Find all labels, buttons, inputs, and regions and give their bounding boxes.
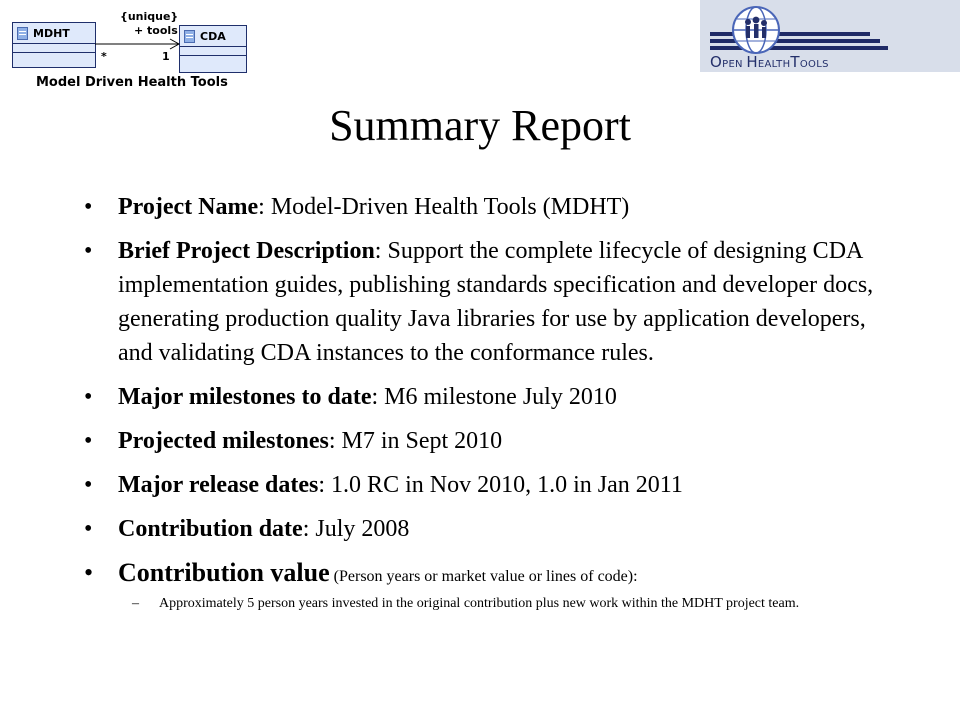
bullet-project-description: • Brief Project Description: Support the complete lifecycle of designing CDA implementation guides, publishing standards specification and developer docs, generating production quality Java libraries for use by application developers, and validating CDA instances to the conformance rules. (84, 238, 874, 366)
bullet-contribution-date: • Contribution date: July 2008 (84, 516, 410, 542)
uml-logo (0, 0, 260, 95)
bullet-project-name: • Project Name: Model-Driven Health Tools (MDHT) (84, 194, 630, 220)
bullet-list (84, 190, 884, 618)
constraint-label: {unique} (120, 10, 179, 23)
uml-caption: Model Driven Health Tools (36, 75, 228, 90)
multiplicity-right: 1 (162, 50, 170, 63)
bullet-projected-milestones: • Projected milestones: M7 in Sept 2010 (84, 428, 503, 454)
mdht-class-name: MDHT (33, 26, 70, 40)
slide-title: Summary Report (329, 101, 631, 150)
open-health-tools-logo (700, 0, 960, 72)
oht-wordmark: OPEN HEALTHTOOLS (710, 53, 829, 71)
role-label: + tools (134, 24, 178, 37)
bullet-contribution-value: • Contribution value (Person years or market value or lines of code): – Approximately 5 person years invested in the original contribution plus new work within the MDHT project team. (84, 556, 884, 614)
bullet-release-dates: • Major release dates: 1.0 RC in Nov 2010, 1.0 in Jan 2011 (84, 472, 683, 498)
sub-bullet-list (118, 594, 884, 614)
multiplicity-left: * (101, 50, 107, 63)
cda-class-name: CDA (200, 29, 226, 43)
bullet-milestones-to-date: • Major milestones to date: M6 milestone July 2010 (84, 384, 617, 410)
sub-bullet-person-years: – Approximately 5 person years invested in the original contribution plus new work within the MDHT project team. (132, 596, 800, 611)
